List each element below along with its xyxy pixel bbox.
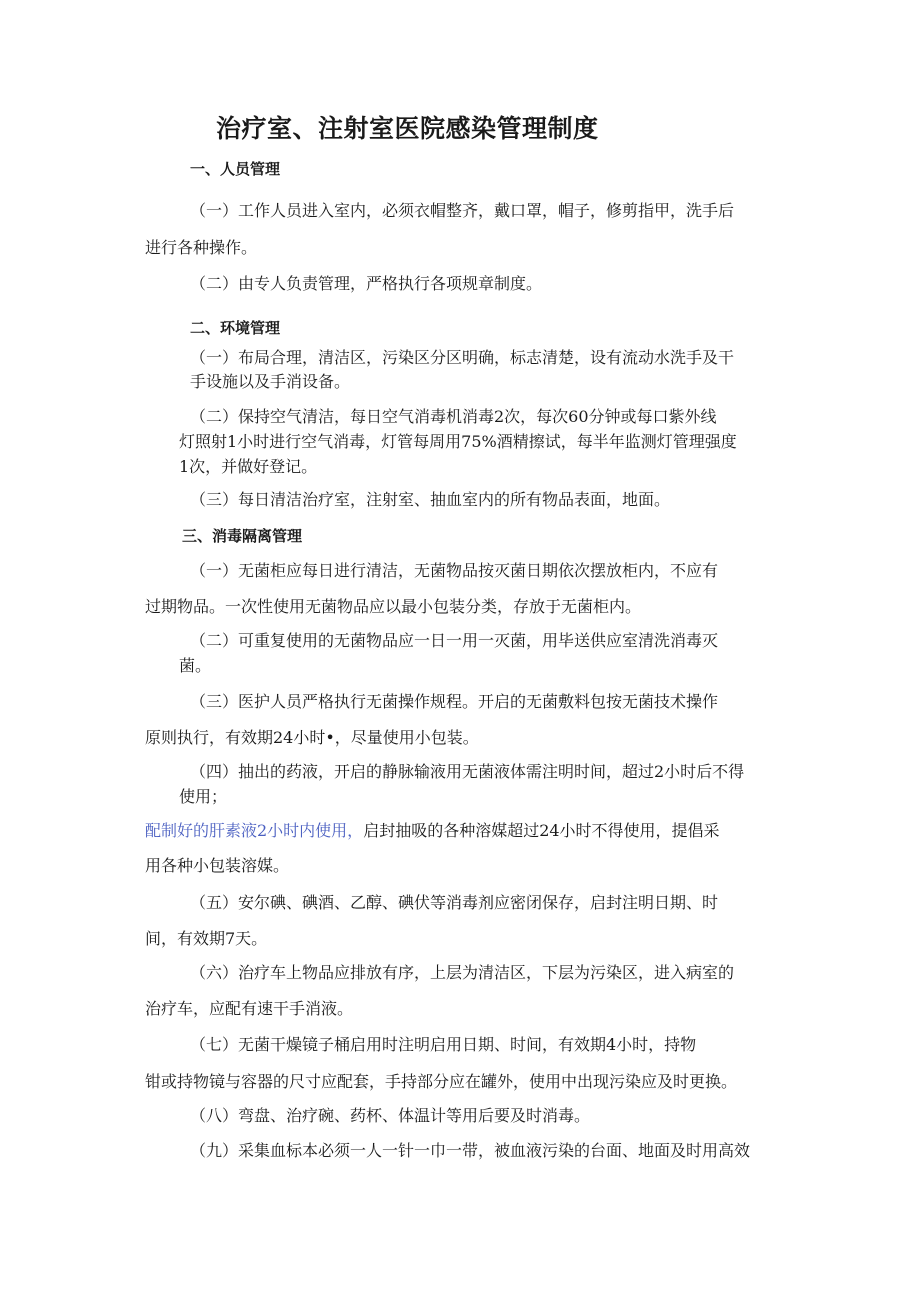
paragraph-line: （二）保持空气清洁，每日空气消毒机消毒2次，每次60分钟或每口紫外线	[190, 407, 717, 426]
paragraph-line: 过期物品。一次性使用无菌物品应以最小包装分类，存放于无菌柜内。	[145, 597, 642, 616]
paragraph-line: （七）无菌干燥镜子桶启用时注明启用日期、时间，有效期4小时，持物	[190, 1035, 697, 1054]
paragraph-line: （一）布局合理，清洁区，污染区分区明确，标志清楚，设有流动水洗手及干	[190, 348, 735, 367]
paragraph-line: （一）无菌柜应每日进行清洁，无菌物品按灭菌日期依次摆放柜内，不应有	[190, 561, 719, 580]
paragraph-line: 手设施以及手消设备。	[190, 372, 351, 391]
paragraph-line: 菌。	[179, 656, 212, 675]
section-heading: 一、人员管理	[190, 160, 281, 178]
paragraph-line: 原则执行，有效期24小时•，尽量使用小包装。	[145, 728, 479, 747]
highlighted-text: 配制好的肝素液2小时内使用，	[145, 821, 364, 840]
paragraph-text: 启封抽吸的各种溶媒超过24小时不得使用，提倡采	[363, 821, 720, 840]
paragraph-line: （一）工作人员进入室内，必须衣帽整齐，戴口罩，帽子，修剪指甲，洗手后	[190, 201, 735, 220]
paragraph-line: （二）由专人负责管理，严格执行各项规章制度。	[190, 274, 543, 293]
paragraph-line: （五）安尔碘、碘酒、乙醇、碘伏等消毒剂应密闭保存，启封注明日期、时	[190, 893, 719, 912]
paragraph-line: （三）医护人员严格执行无菌操作规程。开启的无菌敷料包按无菌技术操作	[190, 692, 719, 711]
document-title: 治疗室、注射室医院感染管理制度	[216, 114, 599, 143]
paragraph-line: 间，有效期7天。	[145, 929, 268, 948]
paragraph-line-mixed	[145, 820, 720, 842]
paragraph-line: （九）采集血标本必须一人一针一巾一带，被血液污染的台面、地面及时用高效	[190, 1141, 751, 1160]
paragraph-line: 治疗车，应配有速干手消液。	[145, 999, 354, 1018]
paragraph-line: 钳或持物镜与容器的尺寸应配套，手持部分应在罐外，使用中出现污染应及时更换。	[145, 1072, 738, 1091]
paragraph-line: 1次，并做好登记。	[179, 457, 318, 476]
paragraph-line: 进行各种操作。	[145, 238, 258, 257]
paragraph-line: 使用；	[179, 787, 228, 806]
paragraph-line: （三）每日清洁治疗室，注射室、抽血室内的所有物品表面，地面。	[190, 490, 671, 509]
paragraph-line: （四）抽出的药液，开启的静脉输液用无菌液体需注明时间，超过2小时后不得	[190, 762, 745, 781]
paragraph-line: （八）弯盘、治疗碗、药杯、体温计等用后要及时消毒。	[190, 1106, 591, 1125]
paragraph-line: （六）治疗车上物品应排放有序，上层为清洁区，下层为污染区，进入病室的	[190, 963, 735, 982]
paragraph-line: （二）可重复使用的无菌物品应一日一用一灭菌，用毕送供应室清洗消毒灭	[190, 631, 719, 650]
paragraph-line: 灯照射1小时进行空气消毒，灯管每周用75%酒精擦试，每半年监测灯管理强度	[179, 432, 737, 451]
section-heading: 三、消毒隔离管理	[182, 527, 303, 545]
section-heading: 二、环境管理	[190, 319, 281, 337]
paragraph-line: 用各种小包装溶媒。	[145, 856, 290, 875]
